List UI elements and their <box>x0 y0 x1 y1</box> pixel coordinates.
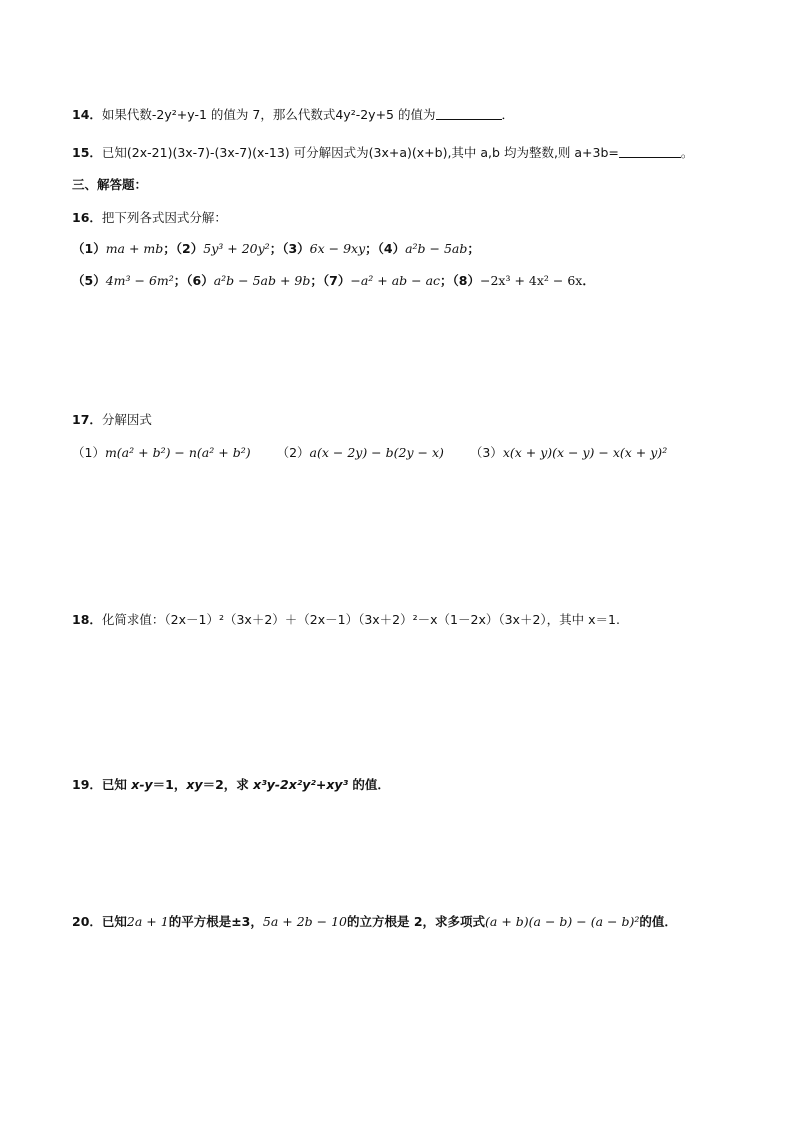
question-text: 的值为 7，那么代数式 <box>210 107 336 122</box>
expression: (2x-21)(3x-7)-(3x-7)(x-13) <box>126 145 290 160</box>
expression: m(a² + b²) − n(a² + b²) <box>104 445 251 460</box>
item-label: （1） <box>72 445 105 460</box>
question-20 <box>72 913 677 931</box>
item-label: （5） <box>72 273 106 288</box>
expression: 2a + 1 <box>126 914 169 929</box>
question-18 <box>72 611 620 629</box>
expression: 4m³ − 6m² <box>105 273 174 288</box>
question-text: 的值． <box>348 777 390 792</box>
question-17 <box>72 411 152 429</box>
item-label: （2） <box>276 445 310 460</box>
question-14 <box>72 106 514 124</box>
question-number: 15． <box>72 145 102 160</box>
question-text: 的值． <box>639 914 677 929</box>
expression: xy <box>186 777 203 792</box>
question-text: 把下列各式因式分解： <box>101 210 227 225</box>
question-number: 16． <box>72 210 102 225</box>
question-number: 18． <box>72 612 102 627</box>
question-text: ． <box>501 107 515 122</box>
expression: x(x + y)(x − y) − x(x + y)² <box>502 445 668 460</box>
expression: a(x − 2y) − b(2y − x) <box>309 445 444 460</box>
expression: 4y²-2y+5 <box>335 107 394 122</box>
expression: 6x − 9xy <box>309 241 366 256</box>
question-text: ＝2，求 <box>202 777 254 792</box>
expression: x-y <box>131 777 153 792</box>
question-text: 的平方根是±3， <box>168 914 263 929</box>
expression: (a + b)(a − b) − (a − b)² <box>485 914 640 929</box>
question-text: ,其中 a,b 均为整数,则 a+3b= <box>447 145 619 160</box>
expression: a²b − 5ab + 9b <box>213 273 311 288</box>
question-number: 17． <box>72 412 102 427</box>
question-text: 如果代数 <box>101 107 152 122</box>
item-label: ；（8） <box>440 273 480 288</box>
expression: 5y³ + 20y² <box>203 241 270 256</box>
question-number: 14． <box>72 107 102 122</box>
item-label: ；（3） <box>269 241 310 256</box>
question-16 <box>72 209 227 227</box>
question-text: 已知 <box>101 777 132 792</box>
item-label: ；（6） <box>173 273 214 288</box>
punctuation: ； <box>467 241 480 256</box>
expression: x³y-2x²y²+xy³ <box>253 777 349 792</box>
question-text: ＝1， <box>152 777 187 792</box>
question-16-line-1 <box>72 240 480 258</box>
question-text: 的立方根是 2，求多项式 <box>346 914 486 929</box>
expression: a²b − 5ab <box>405 241 468 256</box>
question-16-line-2 <box>72 272 595 290</box>
punctuation: ． <box>582 273 595 288</box>
expression: −2x³ + 4x² − 6x <box>479 273 583 288</box>
question-17-items <box>72 444 667 462</box>
section-title: 三、解答题： <box>72 177 148 192</box>
question-text: 已知 <box>101 914 127 929</box>
question-text: 分解因式 <box>101 412 152 427</box>
answer-blank[interactable] <box>619 145 681 158</box>
item-label: ；（7） <box>310 273 351 288</box>
question-text: 的值为 <box>397 107 436 122</box>
question-text: 可分解因式为 <box>293 145 369 160</box>
item-label: ；（2） <box>163 241 204 256</box>
question-number: 19． <box>72 777 102 792</box>
question-text: 化简求值：（2x－1）²（3x＋2）＋（2x－1）（3x＋2）²－x（1－2x）（3x＋2），其中 x＝1. <box>101 612 620 627</box>
question-number: 20． <box>72 914 102 929</box>
item-label: （1） <box>72 241 106 256</box>
expression: −a² + ab − ac <box>350 273 441 288</box>
expression: -2y²+y-1 <box>151 107 207 122</box>
expression: ma + mb <box>105 241 164 256</box>
question-text: 已知 <box>101 145 127 160</box>
question-19 <box>72 776 390 794</box>
item-label: ；（4） <box>365 241 406 256</box>
answer-blank[interactable] <box>436 107 502 120</box>
question-15 <box>72 144 693 162</box>
question-text: 。 <box>680 145 694 160</box>
expression: (3x+a)(x+b) <box>368 145 448 160</box>
expression: 5a + 2b − 10 <box>262 914 347 929</box>
item-label: （3） <box>469 445 503 460</box>
